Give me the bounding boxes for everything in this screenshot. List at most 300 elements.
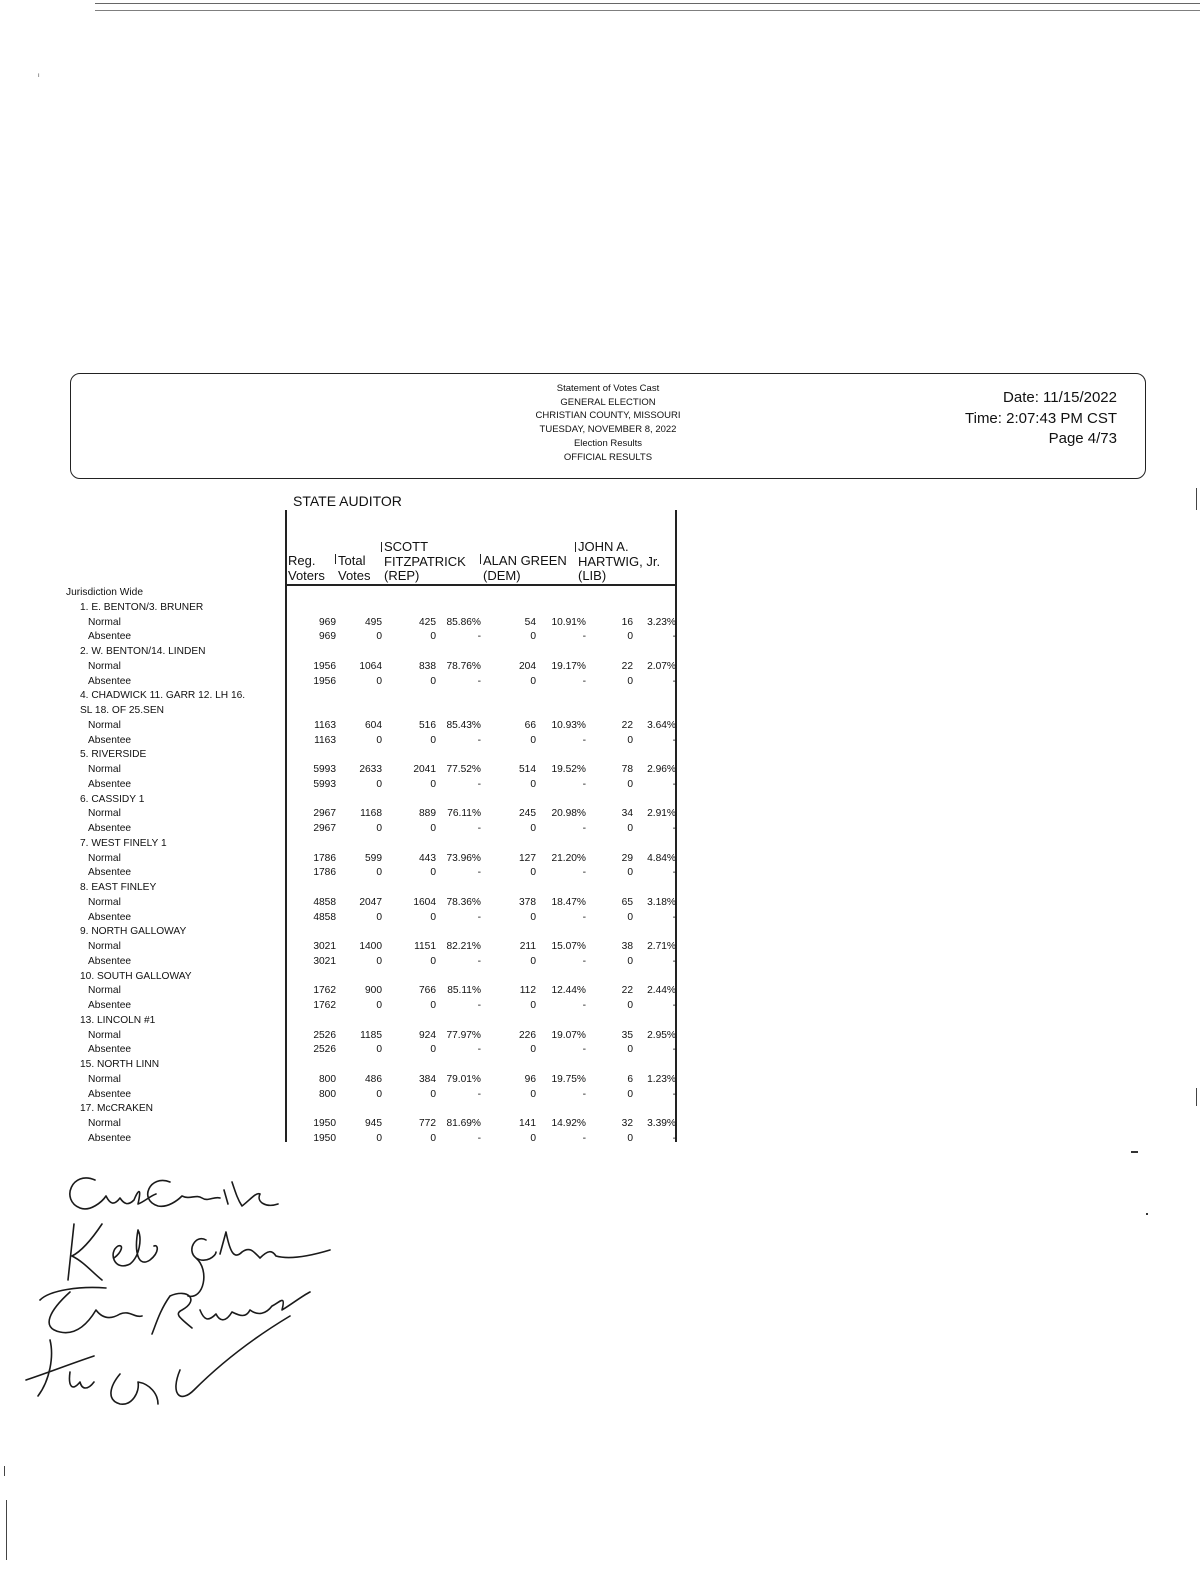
fitzpatrick-votes-cell: 0 (430, 778, 436, 790)
vote-type-label: Normal (88, 896, 121, 908)
header-line: HARTWIG, Jr. (578, 553, 661, 569)
table-row (66, 734, 678, 749)
hartwig-pct-cell: - (672, 778, 676, 790)
vote-type-label: Normal (88, 808, 121, 820)
green-votes-cell: 204 (519, 660, 536, 672)
precinct-name-label: 4. CHADWICK 11. GARR 12. LH 16. (80, 690, 246, 702)
fitzpatrick-pct-cell: - (477, 955, 481, 967)
fitzpatrick-pct-cell: - (477, 823, 481, 834)
hartwig-votes-cell: 0 (627, 1132, 633, 1144)
green-votes-cell: 226 (519, 1029, 536, 1041)
hartwig-pct-cell: 2.44% (647, 985, 676, 997)
fitzpatrick-pct-cell: 85.11% (447, 985, 481, 997)
reg-voters-cell: 1786 (313, 852, 336, 864)
green-votes-cell: 112 (519, 985, 536, 997)
scan-edge-artifact (1196, 1088, 1197, 1106)
hartwig-votes-cell: 0 (627, 675, 633, 687)
header-line: Total (338, 553, 366, 568)
fitzpatrick-pct-cell: - (477, 1044, 481, 1056)
precinct-name-label: SL 18. OF 25.SEN (80, 705, 164, 716)
table-row (66, 911, 678, 926)
hartwig-votes-cell: 35 (621, 1029, 633, 1041)
column-tick (381, 542, 382, 552)
fitzpatrick-votes-cell: 772 (419, 1118, 436, 1129)
vote-type-label: Normal (88, 616, 121, 628)
table-row (66, 940, 678, 955)
vote-type-label: Absentee (88, 675, 132, 687)
fitzpatrick-pct-cell: 73.96% (446, 852, 481, 864)
signature-4 (26, 1316, 290, 1404)
vote-type-label: Normal (88, 660, 121, 672)
precinct-name-label: 5. RIVERSIDE (80, 749, 147, 761)
green-votes-cell: 0 (530, 734, 536, 746)
total-votes-cell: 1400 (359, 941, 382, 952)
fitzpatrick-pct-cell: 81.69% (446, 1118, 481, 1129)
green-votes-cell: 0 (530, 955, 536, 967)
table-row (66, 896, 678, 911)
table-row (66, 616, 678, 631)
total-votes-cell: 604 (365, 719, 382, 731)
total-votes-cell: 1185 (360, 1029, 382, 1041)
hartwig-pct-cell: - (672, 911, 676, 923)
table-row (66, 763, 678, 778)
green-pct-cell: - (582, 911, 586, 923)
hartwig-pct-cell: - (672, 1088, 676, 1100)
precinct-name-label: 15. NORTH LINN (80, 1059, 160, 1070)
hartwig-votes-cell: 38 (621, 941, 633, 952)
green-pct-cell: 20.98% (551, 808, 586, 820)
vote-type-label: Absentee (88, 1132, 132, 1144)
total-votes-cell: 900 (365, 985, 382, 997)
green-votes-cell: 0 (530, 675, 536, 687)
vote-type-label: Absentee (88, 867, 132, 879)
vote-type-label: Absentee (88, 778, 132, 790)
hartwig-pct-cell: 2.07% (647, 660, 676, 672)
hartwig-votes-cell: 0 (627, 1088, 633, 1100)
hartwig-pct-cell: - (672, 823, 676, 834)
hartwig-pct-cell: - (672, 867, 676, 879)
precinct-name (66, 970, 678, 985)
green-votes-cell: 0 (530, 823, 536, 834)
signature-2 (68, 1224, 330, 1296)
table-row (66, 778, 678, 793)
scan-edge-artifact (6, 1500, 7, 1560)
fitzpatrick-pct-cell: 85.43% (446, 719, 481, 731)
board-signatures (10, 1160, 350, 1420)
vote-type-label: Absentee (88, 631, 132, 643)
green-votes-cell: 0 (530, 911, 536, 923)
reg-voters-cell: 1956 (313, 675, 336, 687)
candidate-header-green (483, 554, 567, 583)
scan-edge-artifact (4, 1466, 5, 1476)
hartwig-votes-cell: 0 (627, 1000, 633, 1011)
precinct-name-label: 9. NORTH GALLOWAY (80, 926, 187, 938)
table-row (66, 1029, 678, 1044)
green-pct-cell: - (582, 631, 586, 643)
hartwig-votes-cell: 0 (627, 631, 633, 643)
fitzpatrick-votes-cell: 1151 (414, 941, 436, 952)
table-row (66, 1073, 678, 1088)
precinct-name (66, 748, 678, 763)
page-number: Page 4/73 (1048, 430, 1117, 447)
table-row (66, 955, 678, 970)
total-votes-cell: 495 (365, 616, 382, 628)
hartwig-votes-cell: 0 (627, 823, 633, 834)
table-row (66, 866, 678, 881)
precinct-name-label: 1. E. BENTON/3. BRUNER (80, 601, 204, 613)
reg-voters-cell: 1762 (313, 1000, 336, 1011)
hartwig-pct-cell: 2.95% (647, 1029, 676, 1041)
reg-voters-header (288, 554, 325, 583)
candidate-header-hartwig (578, 540, 660, 584)
green-pct-cell: - (582, 867, 586, 879)
header-line: Votes (338, 567, 371, 583)
header-line: (LIB) (578, 568, 607, 583)
fitzpatrick-votes-cell: 516 (419, 719, 436, 731)
hartwig-votes-cell: 0 (627, 778, 633, 790)
reg-voters-cell: 1950 (313, 1118, 336, 1129)
precinct-name (66, 793, 678, 808)
scan-speck (1146, 1213, 1148, 1215)
official-label: OFFICIAL RESULTS (563, 451, 653, 463)
fitzpatrick-pct-cell: 78.36% (446, 896, 481, 908)
table-row (66, 660, 678, 675)
total-votes-cell: 0 (376, 1000, 382, 1011)
green-pct-cell: 14.92% (551, 1118, 586, 1129)
green-votes-cell: 211 (519, 941, 536, 952)
green-votes-cell: 514 (519, 764, 536, 775)
green-votes-cell: 378 (519, 896, 536, 908)
fitzpatrick-votes-cell: 0 (430, 734, 436, 746)
county-name: CHRISTIAN COUNTY, MISSOURI (535, 410, 681, 422)
fitzpatrick-votes-cell: 924 (419, 1029, 436, 1041)
vote-type-label: Absentee (88, 955, 132, 967)
election-date: TUESDAY, NOVEMBER 8, 2022 (539, 424, 677, 436)
hartwig-pct-cell: - (672, 1132, 676, 1144)
total-votes-cell: 2633 (359, 764, 382, 775)
fitzpatrick-votes-cell: 0 (430, 631, 436, 643)
table-row (66, 675, 678, 690)
hartwig-votes-cell: 65 (621, 896, 633, 908)
vote-type-label: Absentee (88, 734, 132, 746)
table-row (66, 984, 678, 999)
reg-voters-cell: 2526 (313, 1044, 336, 1056)
green-pct-cell: - (582, 1044, 586, 1056)
reg-voters-cell: 4858 (313, 896, 336, 908)
precinct-name-label: 2. W. BENTON/14. LINDEN (80, 646, 206, 657)
header-line: Voters (288, 567, 325, 583)
hartwig-pct-cell: 4.84% (647, 852, 676, 864)
header-line: FITZPATRICK (384, 553, 466, 569)
hartwig-votes-cell: 34 (621, 808, 633, 820)
scan-speck: ⁱ (38, 72, 40, 82)
fitzpatrick-votes-cell: 0 (430, 823, 436, 834)
green-votes-cell: 141 (519, 1118, 536, 1129)
vote-type-label: Normal (88, 852, 121, 864)
total-votes-cell: 0 (376, 1132, 382, 1144)
total-votes-cell: 599 (365, 852, 382, 864)
reg-voters-cell: 5993 (313, 778, 336, 790)
table-row (66, 719, 678, 734)
fitzpatrick-votes-cell: 0 (430, 1132, 436, 1144)
green-pct-cell: 15.07% (551, 941, 586, 952)
table-row (66, 999, 678, 1014)
header-line: JOHN A. (578, 539, 629, 554)
total-votes-cell: 2047 (359, 896, 382, 908)
total-votes-header (338, 554, 371, 583)
fitzpatrick-votes-cell: 0 (430, 675, 436, 687)
reg-voters-cell: 969 (319, 616, 336, 628)
green-votes-cell: 66 (524, 719, 536, 731)
scan-edge-artifact (1196, 488, 1197, 510)
hartwig-pct-cell: - (672, 955, 676, 967)
candidate-header-fitzpatrick (384, 540, 466, 584)
fitzpatrick-pct-cell: 76.11% (447, 808, 481, 820)
results-rows (66, 586, 678, 1147)
column-tick (480, 554, 481, 564)
hartwig-pct-cell: 2.91% (647, 808, 676, 820)
signature-3 (40, 1288, 310, 1335)
hartwig-pct-cell: - (672, 631, 676, 643)
green-pct-cell: 19.17% (551, 660, 586, 672)
column-tick (575, 542, 576, 552)
total-votes-cell: 1168 (360, 808, 382, 820)
total-votes-cell: 0 (376, 911, 382, 923)
report-header (70, 373, 1146, 479)
header-line: (DEM) (483, 567, 521, 583)
fitzpatrick-pct-cell: - (477, 1000, 481, 1011)
results-label: Election Results (573, 437, 643, 449)
vote-type-label: Normal (88, 764, 121, 775)
report-meta (965, 388, 1117, 450)
fitzpatrick-pct-cell: - (477, 1088, 481, 1100)
vote-type-label: Normal (88, 1073, 121, 1085)
green-pct-cell: - (582, 1132, 586, 1144)
hartwig-votes-cell: 16 (621, 616, 633, 628)
reg-voters-cell: 1786 (313, 867, 336, 879)
header-line: Reg. (288, 553, 316, 568)
hartwig-votes-cell: 29 (621, 852, 633, 864)
vote-type-label: Absentee (88, 823, 132, 834)
fitzpatrick-pct-cell: - (477, 734, 481, 746)
fitzpatrick-votes-cell: 0 (430, 867, 436, 879)
fitzpatrick-votes-cell: 0 (430, 1000, 436, 1011)
signature-1 (70, 1178, 278, 1209)
green-pct-cell: - (582, 823, 586, 834)
hartwig-pct-cell: 3.23% (647, 616, 676, 628)
green-votes-cell: 0 (530, 1132, 536, 1144)
header-line: SCOTT (384, 539, 429, 554)
green-votes-cell: 0 (530, 1044, 536, 1056)
total-votes-cell: 0 (376, 867, 382, 879)
reg-voters-cell: 3021 (313, 955, 336, 967)
precinct-name-label: 10. SOUTH GALLOWAY (80, 970, 192, 982)
precinct-name-label: 17. McCRAKEN (80, 1103, 154, 1115)
table-row (66, 852, 678, 867)
fitzpatrick-pct-cell: 77.52% (446, 764, 481, 775)
fitzpatrick-votes-cell: 425 (419, 616, 436, 628)
green-pct-cell: 10.91% (551, 616, 586, 628)
hartwig-votes-cell: 0 (627, 911, 633, 923)
total-votes-cell: 0 (376, 1044, 382, 1056)
jurisdiction-label (66, 586, 678, 601)
results-table (66, 510, 678, 1142)
total-votes-cell: 0 (376, 734, 382, 746)
total-votes-cell: 0 (376, 823, 382, 834)
green-votes-cell: 0 (530, 1088, 536, 1100)
header-line: (REP) (384, 568, 420, 583)
hartwig-pct-cell: 3.64% (647, 719, 676, 731)
total-votes-cell: 0 (376, 675, 382, 687)
fitzpatrick-pct-cell: 85.86% (446, 616, 481, 628)
table-row (66, 630, 678, 645)
vote-type-label: Normal (88, 719, 121, 731)
precinct-name (66, 925, 678, 940)
fitzpatrick-votes-cell: 0 (430, 955, 436, 967)
precinct-name-label: 8. EAST FINLEY (80, 882, 157, 893)
hartwig-votes-cell: 32 (621, 1118, 633, 1129)
precinct-name (66, 704, 678, 719)
green-pct-cell: 18.47% (551, 896, 586, 908)
fitzpatrick-pct-cell: - (477, 675, 481, 687)
fitzpatrick-pct-cell: - (477, 631, 481, 643)
fitzpatrick-votes-cell: 889 (419, 808, 436, 820)
vote-type-label: Absentee (88, 1044, 132, 1056)
hartwig-votes-cell: 22 (621, 985, 633, 997)
total-votes-cell: 0 (376, 1088, 382, 1100)
precinct-name (66, 689, 678, 704)
total-votes-cell: 0 (376, 955, 382, 967)
reg-voters-cell: 2967 (313, 808, 336, 820)
precinct-name-label: 13. LINCOLN #1 (80, 1014, 156, 1026)
contest-title: STATE AUDITOR (293, 493, 402, 509)
green-pct-cell: - (582, 734, 586, 746)
table-row (66, 1132, 678, 1147)
green-pct-cell: - (582, 955, 586, 967)
election-name: GENERAL ELECTION (560, 396, 656, 408)
green-pct-cell: - (582, 1088, 586, 1100)
green-pct-cell: 19.52% (551, 764, 586, 775)
fitzpatrick-votes-cell: 766 (419, 985, 436, 997)
fitzpatrick-votes-cell: 443 (419, 852, 436, 864)
column-tick (335, 554, 336, 564)
hartwig-pct-cell: - (672, 675, 676, 687)
hartwig-pct-cell: - (672, 734, 676, 746)
green-pct-cell: 19.75% (551, 1073, 586, 1085)
fitzpatrick-pct-cell: 77.97% (446, 1029, 481, 1041)
hartwig-votes-cell: 78 (621, 764, 633, 775)
green-pct-cell: 21.20% (551, 852, 586, 864)
reg-voters-cell: 5993 (313, 764, 336, 775)
green-votes-cell: 245 (519, 808, 536, 820)
hartwig-votes-cell: 0 (627, 1044, 633, 1056)
hartwig-pct-cell: 3.18% (647, 896, 676, 908)
hartwig-votes-cell: 0 (627, 867, 633, 879)
total-votes-cell: 0 (376, 778, 382, 790)
vote-type-label: Absentee (88, 911, 132, 923)
reg-voters-cell: 4858 (313, 911, 336, 923)
precinct-name-label: 7. WEST FINELY 1 (80, 837, 167, 849)
reg-voters-cell: 969 (319, 631, 336, 643)
header-line: ALAN GREEN (483, 553, 567, 568)
reg-voters-cell: 2967 (313, 823, 336, 834)
hartwig-pct-cell: 2.96% (647, 764, 676, 775)
green-votes-cell: 96 (524, 1073, 536, 1085)
scan-speck (1131, 1151, 1138, 1153)
table-row (66, 1117, 678, 1132)
reg-voters-cell: 1163 (314, 734, 336, 746)
precinct-name (66, 1058, 678, 1073)
scan-edge-artifact (95, 3, 1200, 11)
precinct-name-label: 6. CASSIDY 1 (80, 793, 145, 805)
jurisdiction-label-label: Jurisdiction Wide (66, 587, 143, 598)
hartwig-votes-cell: 22 (621, 660, 633, 672)
reg-voters-cell: 3021 (313, 941, 336, 952)
hartwig-pct-cell: - (672, 1000, 676, 1011)
reg-voters-cell: 1950 (313, 1132, 336, 1144)
fitzpatrick-pct-cell: - (477, 911, 481, 923)
reg-voters-cell: 800 (319, 1073, 336, 1085)
fitzpatrick-pct-cell: 78.76% (446, 660, 481, 672)
report-time: Time: 2:07:43 PM CST (965, 409, 1117, 427)
green-votes-cell: 0 (530, 867, 536, 879)
fitzpatrick-votes-cell: 384 (419, 1073, 436, 1085)
fitzpatrick-pct-cell: 82.21% (446, 941, 481, 952)
report-title: Statement of Votes Cast (556, 383, 660, 394)
hartwig-votes-cell: 0 (627, 955, 633, 967)
total-votes-cell: 1064 (359, 660, 382, 672)
fitzpatrick-pct-cell: - (477, 1132, 481, 1144)
reg-voters-cell: 2526 (313, 1029, 336, 1041)
fitzpatrick-votes-cell: 0 (430, 1088, 436, 1100)
green-pct-cell: - (582, 675, 586, 687)
total-votes-cell: 486 (365, 1073, 382, 1085)
table-row (66, 1088, 678, 1103)
report-date: Date: 11/15/2022 (1003, 389, 1117, 406)
precinct-name (66, 837, 678, 852)
fitzpatrick-votes-cell: 1604 (413, 896, 436, 908)
green-pct-cell: 19.07% (551, 1029, 586, 1041)
vote-type-label: Normal (88, 1118, 121, 1129)
reg-voters-cell: 800 (319, 1088, 336, 1100)
fitzpatrick-pct-cell: - (477, 778, 481, 790)
total-votes-cell: 0 (376, 631, 382, 643)
green-pct-cell: - (582, 1000, 586, 1011)
hartwig-pct-cell: 1.23% (647, 1073, 676, 1085)
precinct-name (66, 881, 678, 896)
hartwig-votes-cell: 22 (621, 719, 633, 731)
green-pct-cell: 10.93% (551, 719, 586, 731)
reg-voters-cell: 1956 (313, 660, 336, 672)
fitzpatrick-pct-cell: 79.01% (446, 1073, 481, 1085)
hartwig-votes-cell: 0 (627, 734, 633, 746)
fitzpatrick-votes-cell: 0 (430, 911, 436, 923)
precinct-name (66, 601, 678, 616)
vote-type-label: Absentee (88, 1088, 132, 1100)
reg-voters-cell: 1762 (313, 985, 336, 997)
table-row (66, 807, 678, 822)
vote-type-label: Normal (88, 1029, 121, 1041)
vote-type-label: Normal (88, 985, 121, 997)
hartwig-pct-cell: 2.71% (647, 941, 676, 952)
hartwig-votes-cell: 6 (627, 1073, 633, 1085)
fitzpatrick-votes-cell: 838 (419, 660, 436, 672)
hartwig-pct-cell: - (672, 1044, 676, 1056)
table-row (66, 822, 678, 837)
hartwig-pct-cell: 3.39% (647, 1118, 676, 1129)
green-votes-cell: 0 (530, 631, 536, 643)
green-pct-cell: - (582, 778, 586, 790)
